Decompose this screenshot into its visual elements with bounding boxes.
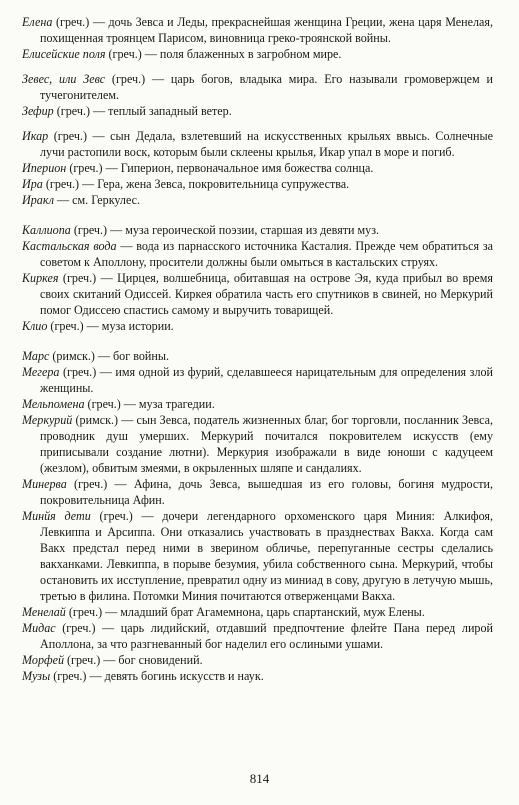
entry-term: Иракл bbox=[22, 193, 55, 207]
entry-morfey bbox=[22, 652, 493, 668]
entry-klio bbox=[22, 318, 493, 334]
entry-definition: (греч.) — сын Дедала, взлетевший на искусственных крыльях ввысь. Солнечные лучи растопили воск, которым были склеены крылья, Икар упал в море и погиб. bbox=[40, 129, 493, 159]
entry-definition: (греч.) — младший брат Агамемнона, царь спартанский, муж Елены. bbox=[65, 605, 425, 619]
entry-term: Мидас bbox=[22, 621, 56, 635]
entry-definition: (римск.) — сын Зевса, податель жизненных благ, бог торговли, посланник Зевса, проводник душ умерших. Меркурий почитался покровителем искусств (ему приписывали создание лютни). Меркурия изображали в виде юноши с кадуцеем (жезлом), обвитым змеями, в окрыленных шляпе и сандалиях. bbox=[40, 413, 493, 475]
entry-ikar bbox=[22, 128, 493, 160]
entry-irakl bbox=[22, 192, 493, 208]
entry-term: Кастальская вода bbox=[22, 239, 117, 253]
entry-kirkeya bbox=[22, 270, 493, 318]
entry-term: Киркея bbox=[22, 271, 59, 285]
entry-definition: (греч.) — имя одной из фурий, сделавшееся нарицательным для определения злой женщины. bbox=[40, 365, 493, 395]
entry-elena bbox=[22, 14, 493, 46]
entry-term: Клио bbox=[22, 319, 48, 333]
entry-definition: (греч.) — теплый западный ветер. bbox=[53, 104, 232, 118]
entry-term: Каллиопа bbox=[22, 223, 71, 237]
entry-term: Мегера bbox=[22, 365, 60, 379]
entry-definition: (греч.) — Афина, дочь Зевса, вышедшая из его головы, богиня мудрости, покровительница Афин. bbox=[40, 477, 493, 507]
entry-definition: (греч.) — Гера, жена Зевса, покровительница супружества. bbox=[42, 177, 350, 191]
entry-muzy bbox=[22, 668, 493, 684]
entry-definition: (греч.) — дочери легендарного орхоменского царя Миния: Алкифоя, Левкиппа и Арсиппа. Они отказались участвовать в празднествах Вакха. Когда сам Вакх предстал перед ними в зверином обличье, перепуганные сестры сделались вакханками. Левкиппа, в порыве безумия, убила собственного сына. Меркурий, чтобы остановить их исступление, превратил одну из миниад в сову, другую в летучую мышь, третью в филина. Потомки Миния почитаются отверженцами Вакха. bbox=[40, 509, 493, 603]
page-number: 814 bbox=[249, 771, 270, 786]
entry-term: Менелай bbox=[22, 605, 66, 619]
entry-term: Музы bbox=[22, 669, 51, 683]
entry-definition: (греч.) — царь лидийский, отдавший предпочтение флейте Пана перед лирой Аполлона, за что разгневанный бог наделил его ослиными ушами. bbox=[40, 621, 493, 651]
entry-term: Елисейские поля bbox=[22, 47, 106, 61]
entry-kastalskaya-voda bbox=[22, 238, 493, 270]
entry-definition: (греч.) — муза героической поэзии, старшая из девяти муз. bbox=[70, 223, 380, 237]
entry-ira bbox=[22, 176, 493, 192]
entry-megera bbox=[22, 364, 493, 396]
entry-term: Минерва bbox=[22, 477, 67, 491]
entry-definition: (греч.) — девять богинь искусств и наук. bbox=[50, 669, 264, 683]
entry-definition: (греч.) — Гиперион, первоначальное имя божества солнца. bbox=[66, 161, 374, 175]
entry-definition: (римск.) — бог войны. bbox=[49, 349, 169, 363]
entry-melpomena bbox=[22, 396, 493, 412]
entry-zefir bbox=[22, 103, 493, 119]
entry-definition: (греч.) — бог сновидений. bbox=[64, 653, 203, 667]
entry-term: Минйя дети bbox=[22, 509, 91, 523]
entry-term: Ира bbox=[22, 177, 43, 191]
entry-term: Икар bbox=[22, 129, 49, 143]
entry-term: Меркурий bbox=[22, 413, 73, 427]
entry-term: Мельпомена bbox=[22, 397, 85, 411]
entry-term: Зевес, или Зевс bbox=[22, 72, 106, 86]
entry-miniya-deti bbox=[22, 508, 493, 604]
entry-iperion bbox=[22, 160, 493, 176]
entry-definition: — вода из парнасского источника Касталия. Прежде чем обратиться за советом к Аполлону, просители должны были омыться в кастальских струях. bbox=[40, 239, 493, 269]
entry-definition: — см. Геркулес. bbox=[54, 193, 141, 207]
entry-definition: (греч.) — царь богов, владыка мира. Его называли громовержцем и тучегонителем. bbox=[40, 72, 493, 102]
entry-definition: (греч.) — муза трагедии. bbox=[84, 397, 215, 411]
entry-mars bbox=[22, 348, 493, 364]
entry-term: Морфей bbox=[22, 653, 64, 667]
entry-term: Зефир bbox=[22, 104, 54, 118]
entry-definition: (греч.) — муза истории. bbox=[47, 319, 174, 333]
entry-definition: (греч.) — поля блаженных в загробном мире. bbox=[105, 47, 342, 61]
entry-eliseiskie-polya bbox=[22, 46, 493, 62]
entry-menelay bbox=[22, 604, 493, 620]
entry-definition: (греч.) — Цирцея, волшебница, обитавшая на острове Эя, куда прибыл во время своих скитаний Одиссей. Киркея обратила часть его спутников в свиней, но Меркурий помог Одиссею спастись самому и выручить товарищей. bbox=[40, 271, 493, 317]
entry-midas bbox=[22, 620, 493, 652]
entry-minerva bbox=[22, 476, 493, 508]
entry-term: Марс bbox=[22, 349, 50, 363]
entry-kalliopa bbox=[22, 222, 493, 238]
entry-zeves bbox=[22, 71, 493, 103]
entry-merkuriy bbox=[22, 412, 493, 476]
entry-definition: (греч.) — дочь Зевса и Леды, прекраснейшая женщина Греции, жена царя Менелая, похищенная троянцем Парисом, виновница греко-троянской войны. bbox=[40, 15, 493, 45]
entry-term: Елена bbox=[22, 15, 53, 29]
entry-term: Иперион bbox=[22, 161, 67, 175]
